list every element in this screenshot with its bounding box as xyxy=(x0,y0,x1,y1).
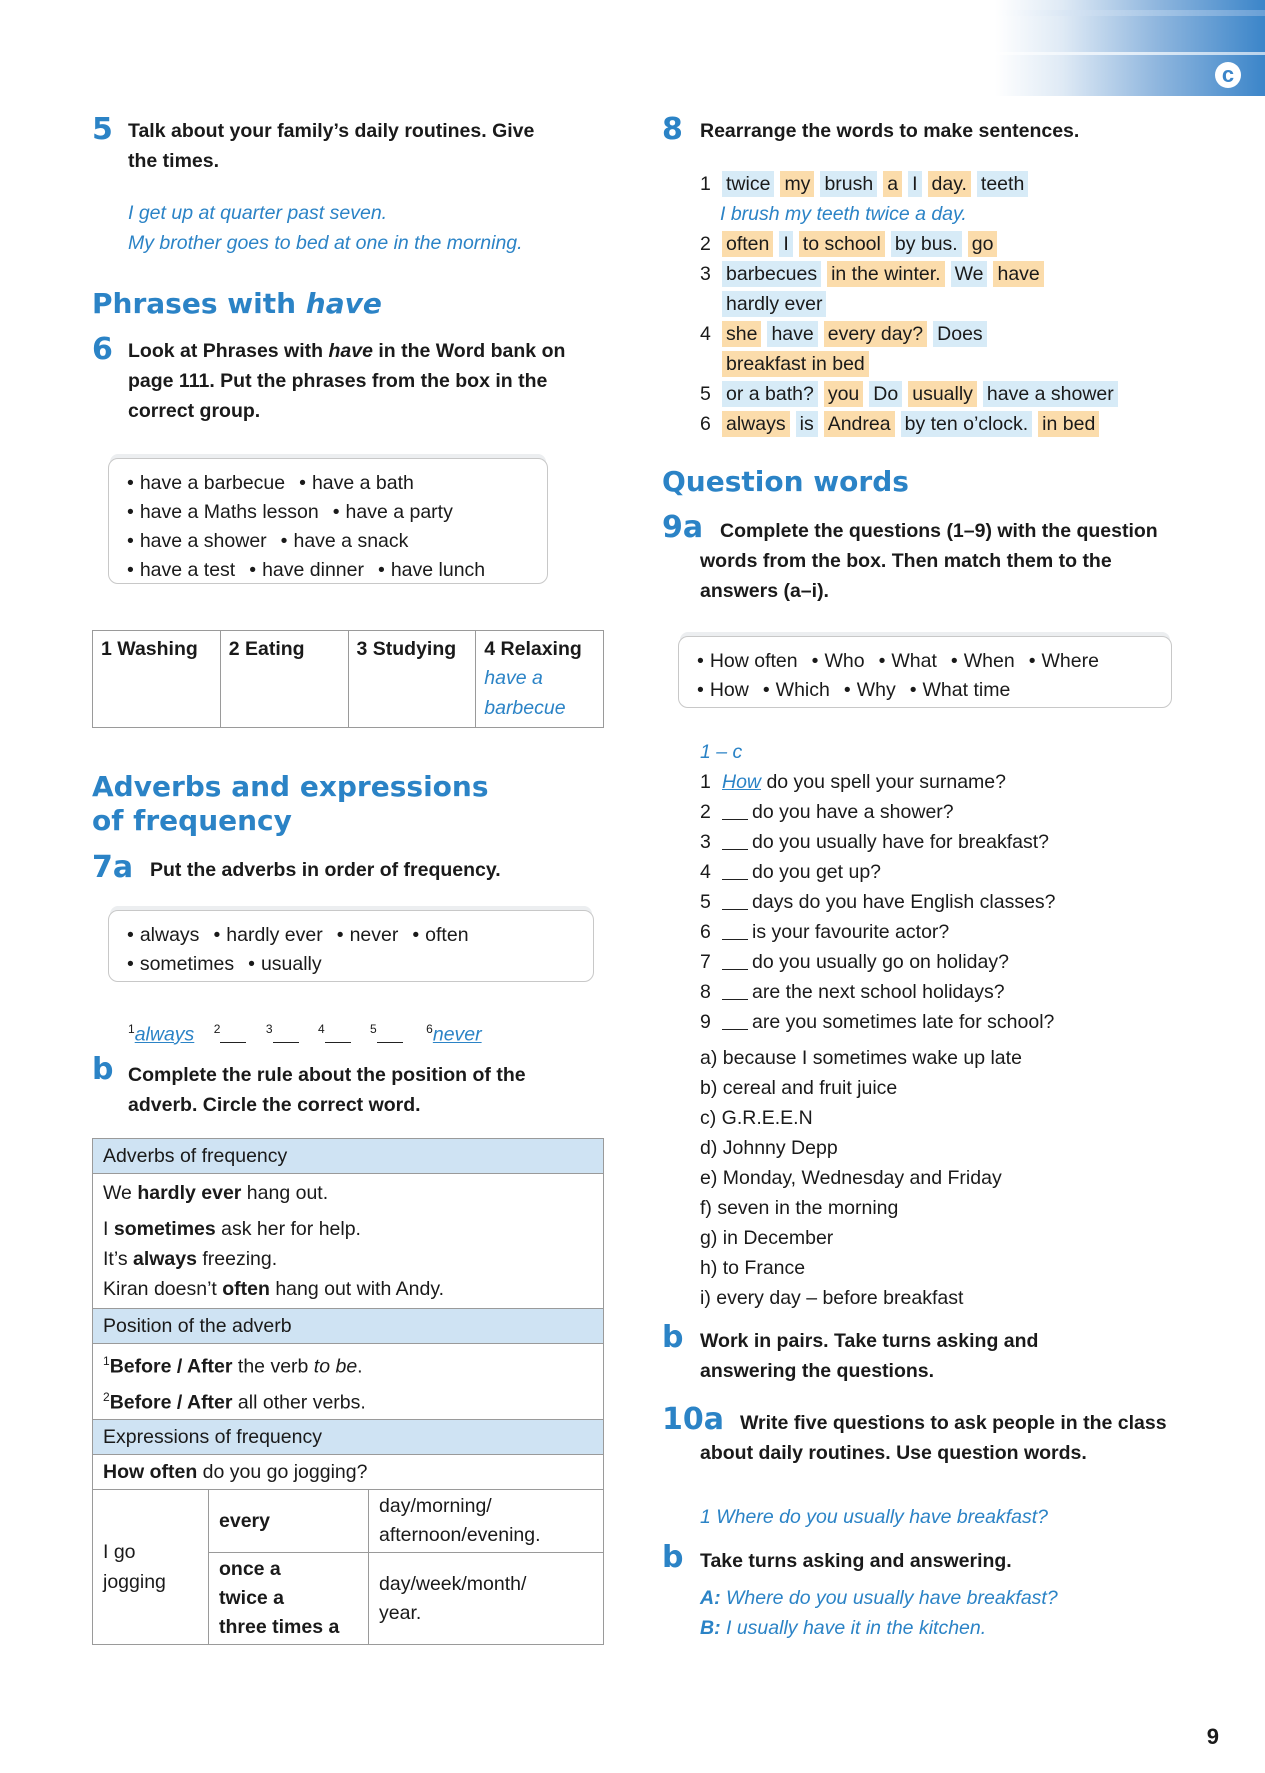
exercise-number: b xyxy=(662,1320,684,1355)
exercise-number: 10a xyxy=(662,1402,724,1437)
frequency-table xyxy=(92,1138,604,1645)
answer-list xyxy=(700,1043,1160,1313)
word-row: 6 always is Andrea by ten o’clock. in bed xyxy=(700,409,1180,439)
exercise-number: 8 xyxy=(662,112,683,147)
example-answer: 1 Where do you usually have breakfast? xyxy=(700,1506,1048,1528)
dialogue-line: A: Where do you usually have breakfast? xyxy=(700,1587,1058,1609)
phrase-box xyxy=(108,458,548,584)
section-heading-phrases: Phrases with have xyxy=(92,287,382,320)
answer-row: i) every day – before breakfast xyxy=(700,1287,964,1309)
order-blank[interactable] xyxy=(273,1025,299,1043)
position-rules: $^1$Before / After the verb to be. $^2$Before / After all other verbs. xyxy=(93,1344,604,1420)
question-row: 2 do you have a shower? xyxy=(700,801,954,823)
adverb-box xyxy=(108,910,594,982)
exercise-9a-instruction: Complete the questions (1–9) with the question words from the box. Then match them to the answers (a–i). xyxy=(700,520,1158,602)
box-line: • have a barbecue• have a bath xyxy=(127,469,529,498)
every-cell: every xyxy=(209,1490,369,1553)
unit-letter: c xyxy=(1215,62,1241,88)
example-line: I get up at quarter past seven. xyxy=(128,202,388,224)
exercise-number: 6 xyxy=(92,332,113,367)
exercise-9b-instruction: Work in pairs. Take turns asking and answering the questions. xyxy=(700,1330,1039,1382)
question-list xyxy=(700,767,1180,1037)
exercise-number: b xyxy=(662,1540,684,1575)
circle-choice[interactable]: Before / After xyxy=(109,1355,233,1378)
question-row: How often do you go jogging? xyxy=(93,1455,604,1490)
word-row: breakfast in bed xyxy=(700,349,1180,379)
box-line: • How often• Who• What• When• Where xyxy=(697,647,1153,676)
exercise-10a-instruction: Write five questions to ask people in the class about daily routines. Use question words. xyxy=(700,1412,1167,1464)
section-heading-questions: Question words xyxy=(662,465,909,498)
order-blank[interactable] xyxy=(220,1025,246,1043)
adverb-order: $^1$always $^2$ $^3$ $^4$ $^5$ $^6$never xyxy=(128,1022,482,1046)
answer-row: a) because I sometimes wake up late xyxy=(700,1047,1022,1069)
exercise-number: 5 xyxy=(92,112,113,147)
exercise-number: 7a xyxy=(92,850,134,885)
order-answer: always xyxy=(134,1023,195,1046)
i-go-jogging: I go jogging xyxy=(93,1490,209,1645)
example-match: 1 – c xyxy=(700,741,743,763)
order-answer: never xyxy=(432,1023,482,1046)
box-line: • have a test• have dinner• have lunch xyxy=(127,556,529,585)
exercise-number: b xyxy=(92,1052,114,1087)
corner-decoration xyxy=(995,0,1265,96)
period-values: day/week/month/ year. xyxy=(369,1553,604,1645)
group-washing: 1 Washing xyxy=(101,638,198,660)
word-row: 2 often I to school by bus. go xyxy=(700,229,1180,259)
question-row: 8 are the next school holidays? xyxy=(700,981,1005,1003)
word-row: 4 she have every day? Does xyxy=(700,319,1180,349)
word-row: hardly ever xyxy=(700,289,1180,319)
answer-row: e) Monday, Wednesday and Friday xyxy=(700,1167,1002,1189)
exercise-6-instruction: Look at Phrases with have in the Word bank on page 111. Put the phrases from the box in the correct group. xyxy=(128,340,566,422)
every-values: day/morning/ afternoon/evening. xyxy=(369,1490,604,1553)
dialogue-line: B: I usually have it in the kitchen. xyxy=(700,1617,987,1639)
exercise-number: 9a xyxy=(662,510,704,545)
question-row: 3 do you usually have for breakfast? xyxy=(700,831,1050,853)
section-heading-adverbs: Adverbs and expressions of frequency xyxy=(92,770,489,837)
box-line: • always• hardly ever• never• often xyxy=(127,921,575,950)
word-rows xyxy=(700,169,1180,439)
question-row: 7 do you usually go on holiday? xyxy=(700,951,1009,973)
group-table xyxy=(92,630,604,728)
box-line: • have a Maths lesson• have a party xyxy=(127,498,529,527)
answer-row: b) cereal and fruit juice xyxy=(700,1077,898,1099)
question-row: 4 do you get up? xyxy=(700,861,882,883)
question-word-box xyxy=(678,636,1172,708)
answer-row: f) seven in the morning xyxy=(700,1197,899,1219)
answer-row: h) to France xyxy=(700,1257,806,1279)
answer-row: c) G.R.E.E.N xyxy=(700,1107,813,1129)
table-header: Expressions of frequency xyxy=(93,1420,604,1455)
page-number: 9 xyxy=(1206,1724,1219,1749)
box-line: • have a shower• have a snack xyxy=(127,527,529,556)
answer-row: g) in December xyxy=(700,1227,834,1249)
order-blank[interactable] xyxy=(325,1025,351,1043)
box-line: • How• Which• Why• What time xyxy=(697,676,1153,705)
table-header: Position of the adverb xyxy=(93,1309,604,1344)
answer-row: d) Johnny Depp xyxy=(700,1137,838,1159)
exercise-10b-instruction: Take turns asking and answering. xyxy=(700,1550,1012,1572)
example-sentences: We hardly ever hang out. I sometimes ask her for help. It’s always freezing. Kiran doesn’t often hang out with Andy. xyxy=(93,1174,604,1309)
table-header: Adverbs of frequency xyxy=(93,1139,604,1174)
word-row: 3 barbecues in the winter. We have xyxy=(700,259,1180,289)
box-line: • sometimes• usually xyxy=(127,950,575,979)
times-cell: once a twice a three times a xyxy=(209,1553,369,1645)
group-relaxing: 4 Relaxing xyxy=(484,638,582,660)
word-row: 5 or a bath? you Do usually have a shower xyxy=(700,379,1180,409)
order-blank[interactable] xyxy=(377,1025,403,1043)
exercise-8-instruction: Rearrange the words to make sentences. xyxy=(700,120,1080,142)
exercise-7b-instruction: Complete the rule about the position of the adverb. Circle the correct word. xyxy=(128,1064,526,1116)
circle-choice[interactable]: Before / After xyxy=(109,1391,233,1413)
question-row: 5 days do you have English classes? xyxy=(700,891,1056,913)
question-row: 1 How do you spell your surname? xyxy=(700,771,1006,793)
exercise-5-instruction: Talk about your family’s daily routines. Give the times. xyxy=(128,120,535,172)
example-line: My brother goes to bed at one in the morning. xyxy=(128,232,523,254)
question-row: 6 is your favourite actor? xyxy=(700,921,950,943)
example-answer: have a barbecue xyxy=(484,667,566,719)
example-answer: I brush my teeth twice a day. xyxy=(720,203,967,225)
word-row: 1 twice my brush a I day. teeth xyxy=(700,169,1180,199)
question-row: 9 are you sometimes late for school? xyxy=(700,1011,1055,1033)
group-eating: 2 Eating xyxy=(228,638,305,660)
exercise-7a-instruction: Put the adverbs in order of frequency. xyxy=(150,859,501,881)
group-studying: 3 Studying xyxy=(356,638,457,660)
